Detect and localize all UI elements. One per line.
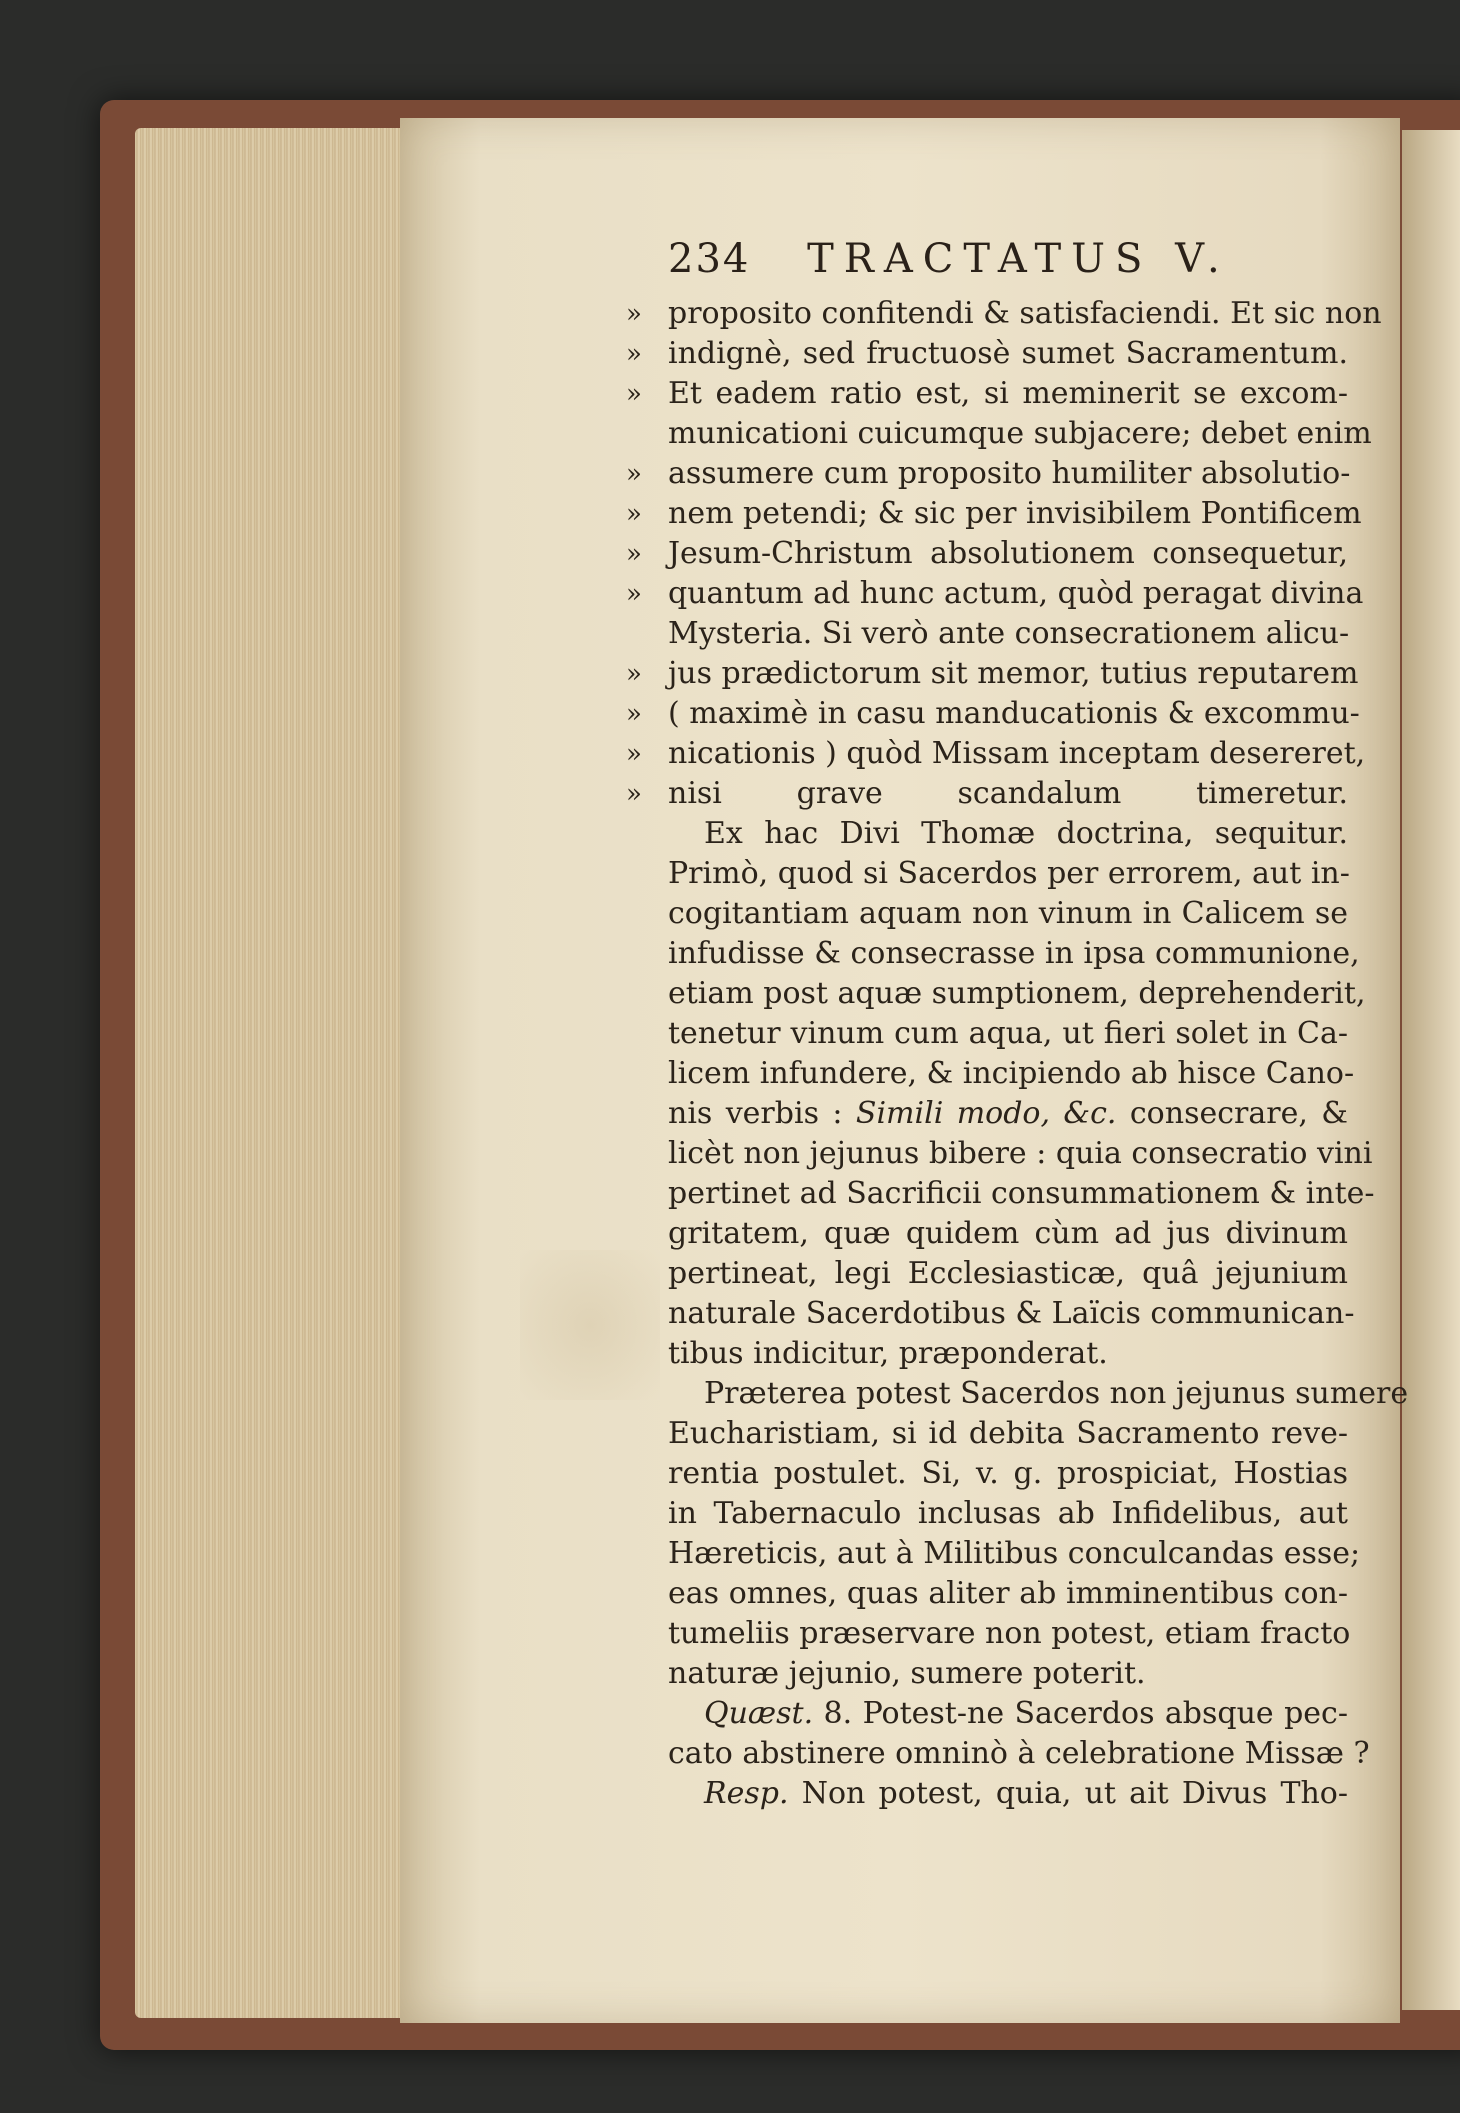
- page-header: [668, 236, 1368, 282]
- line-text: Jesum-Christum absolutionem consequetur,: [668, 536, 1348, 571]
- text-line: [626, 694, 1360, 734]
- text-line: [668, 414, 1372, 454]
- line-text: cato abstinere omninò à celebratione Missæ ?: [668, 1736, 1370, 1771]
- line-text: Et eadem ratio est, si meminerit se excom-: [668, 376, 1348, 411]
- line-text: licem infundere, & incipiendo ab hisce Cano-: [668, 1056, 1355, 1091]
- line-text: Resp. Non potest, quia, ut ait Divus Tho-: [704, 1776, 1348, 1811]
- text-line: [668, 1174, 1375, 1214]
- page-number: 234: [668, 236, 751, 282]
- quotation-mark: »: [626, 499, 642, 529]
- text-line: [668, 894, 1348, 934]
- line-text: municationi cuicumque subjacere; debet enim: [668, 416, 1372, 451]
- line-text: Mysteria. Si verò ante consecrationem alicu-: [668, 616, 1350, 651]
- line-text: assumere cum proposito humiliter absolutio-: [668, 456, 1351, 491]
- line-text: infudisse & consecrasse in ipsa communione,: [668, 936, 1360, 971]
- text-line: [626, 334, 1348, 374]
- quotation-mark: »: [626, 659, 642, 689]
- line-text: tumeliis præservare non potest, etiam fracto: [668, 1616, 1351, 1651]
- line-text: nicationis ) quòd Missam inceptam desereret,: [668, 736, 1366, 771]
- text-line: [668, 1214, 1348, 1254]
- line-text: rentia postulet. Si, v. g. prospiciat, Hostias: [668, 1456, 1348, 1491]
- body-text: [626, 294, 1409, 1814]
- text-line: [626, 734, 1366, 774]
- line-text: Præterea potest Sacerdos non jejunus sumere: [704, 1376, 1409, 1411]
- paper-stain: [520, 1250, 660, 1400]
- text-line: [668, 1134, 1373, 1174]
- quotation-mark: »: [626, 459, 642, 489]
- text-line: [626, 774, 1348, 814]
- italic-text: Simili modo, &c.: [855, 1096, 1117, 1131]
- line-text: proposito confitendi & satisfaciendi. Et sic non: [668, 296, 1382, 331]
- quotation-mark: »: [626, 299, 642, 329]
- line-text: cogitantiam aquam non vinum in Calicem se: [668, 896, 1348, 931]
- text-line: [668, 1774, 1348, 1814]
- text-line: [668, 1294, 1355, 1334]
- text-line: [668, 1574, 1348, 1614]
- italic-text: Resp.: [704, 1776, 789, 1811]
- line-text: ( maximè in casu manducationis & excommu-: [668, 696, 1360, 731]
- line-text: eas omnes, quas aliter ab imminentibus con-: [668, 1576, 1348, 1611]
- italic-text: Quæst.: [704, 1696, 814, 1731]
- text-line: [668, 1454, 1348, 1494]
- line-text: tibus indicitur, præponderat.: [668, 1336, 1108, 1371]
- text-line: [668, 1094, 1348, 1134]
- line-text: Hæreticis, aut à Militibus conculcandas esse;: [668, 1536, 1361, 1571]
- line-text: naturæ jejunio, sumere poterit.: [668, 1656, 1146, 1691]
- text-line: [668, 1254, 1348, 1294]
- quotation-mark: »: [626, 339, 642, 369]
- page-edges: [135, 128, 405, 2018]
- line-text: pertineat, legi Ecclesiasticæ, quâ jejunium: [668, 1256, 1348, 1291]
- text-line: [668, 1734, 1370, 1774]
- text-line: [668, 1494, 1348, 1534]
- quotation-mark: »: [626, 379, 642, 409]
- text-line: [668, 1614, 1351, 1654]
- line-text: tenetur vinum cum aqua, ut fieri solet in Ca-: [668, 1016, 1348, 1051]
- text-line: [668, 1654, 1348, 1694]
- text-line: [626, 494, 1362, 534]
- line-text: pertinet ad Sacrificii consummationem & inte-: [668, 1176, 1375, 1211]
- text-line: [668, 1694, 1348, 1734]
- line-text: Primò, quod si Sacerdos per errorem, aut in-: [668, 856, 1350, 891]
- quotation-mark: »: [626, 779, 642, 809]
- line-text: nem petendi; & sic per invisibilem Pontificem: [668, 496, 1362, 531]
- line-text: nis verbis : Simili modo, &c. consecrare, &: [668, 1096, 1348, 1131]
- text-line: [626, 574, 1364, 614]
- line-text: jus prædictorum sit memor, tutius reputarem: [668, 656, 1359, 691]
- text-line: [668, 1014, 1348, 1054]
- line-text: naturale Sacerdotibus & Laïcis communican-: [668, 1296, 1355, 1331]
- line-text: licèt non jejunus bibere : quia consecratio vini: [668, 1136, 1373, 1171]
- line-text: indignè, sed fructuosè sumet Sacramentum.: [668, 336, 1348, 371]
- line-text: gritatem, quæ quidem cùm ad jus divinum: [668, 1216, 1348, 1251]
- line-text: quantum ad hunc actum, quòd peragat divina: [668, 576, 1364, 611]
- line-text: nisi grave scandalum timeretur.: [668, 776, 1348, 811]
- text-line: [668, 1334, 1348, 1374]
- quotation-mark: »: [626, 579, 642, 609]
- text-line: [626, 454, 1351, 494]
- line-text: Ex hac Divi Thomæ doctrina, sequitur.: [704, 816, 1348, 851]
- line-text: Quæst. 8. Potest-ne Sacerdos absque pec-: [704, 1696, 1348, 1731]
- text-line: [668, 1534, 1361, 1574]
- text-line: [626, 654, 1359, 694]
- quotation-mark: »: [626, 699, 642, 729]
- text-line: [668, 934, 1360, 974]
- facing-page-edge: [1402, 130, 1460, 2010]
- quotation-mark: »: [626, 739, 642, 769]
- text-line: [668, 614, 1348, 654]
- text-line: [668, 1414, 1348, 1454]
- line-text: etiam post aquæ sumptionem, deprehenderit,: [668, 976, 1366, 1011]
- text-line: [668, 974, 1366, 1014]
- text-line: [668, 814, 1348, 854]
- quotation-mark: »: [626, 539, 642, 569]
- text-line: [626, 294, 1382, 334]
- text-line: [626, 534, 1348, 574]
- line-text: Eucharistiam, si id debita Sacramento reve-: [668, 1416, 1348, 1451]
- text-line: [626, 374, 1348, 414]
- running-title: TRACTATUS V.: [807, 236, 1230, 282]
- text-line: [668, 854, 1348, 894]
- line-text: in Tabernaculo inclusas ab Infidelibus, aut: [668, 1496, 1348, 1531]
- text-line: [668, 1374, 1409, 1414]
- text-line: [668, 1054, 1355, 1094]
